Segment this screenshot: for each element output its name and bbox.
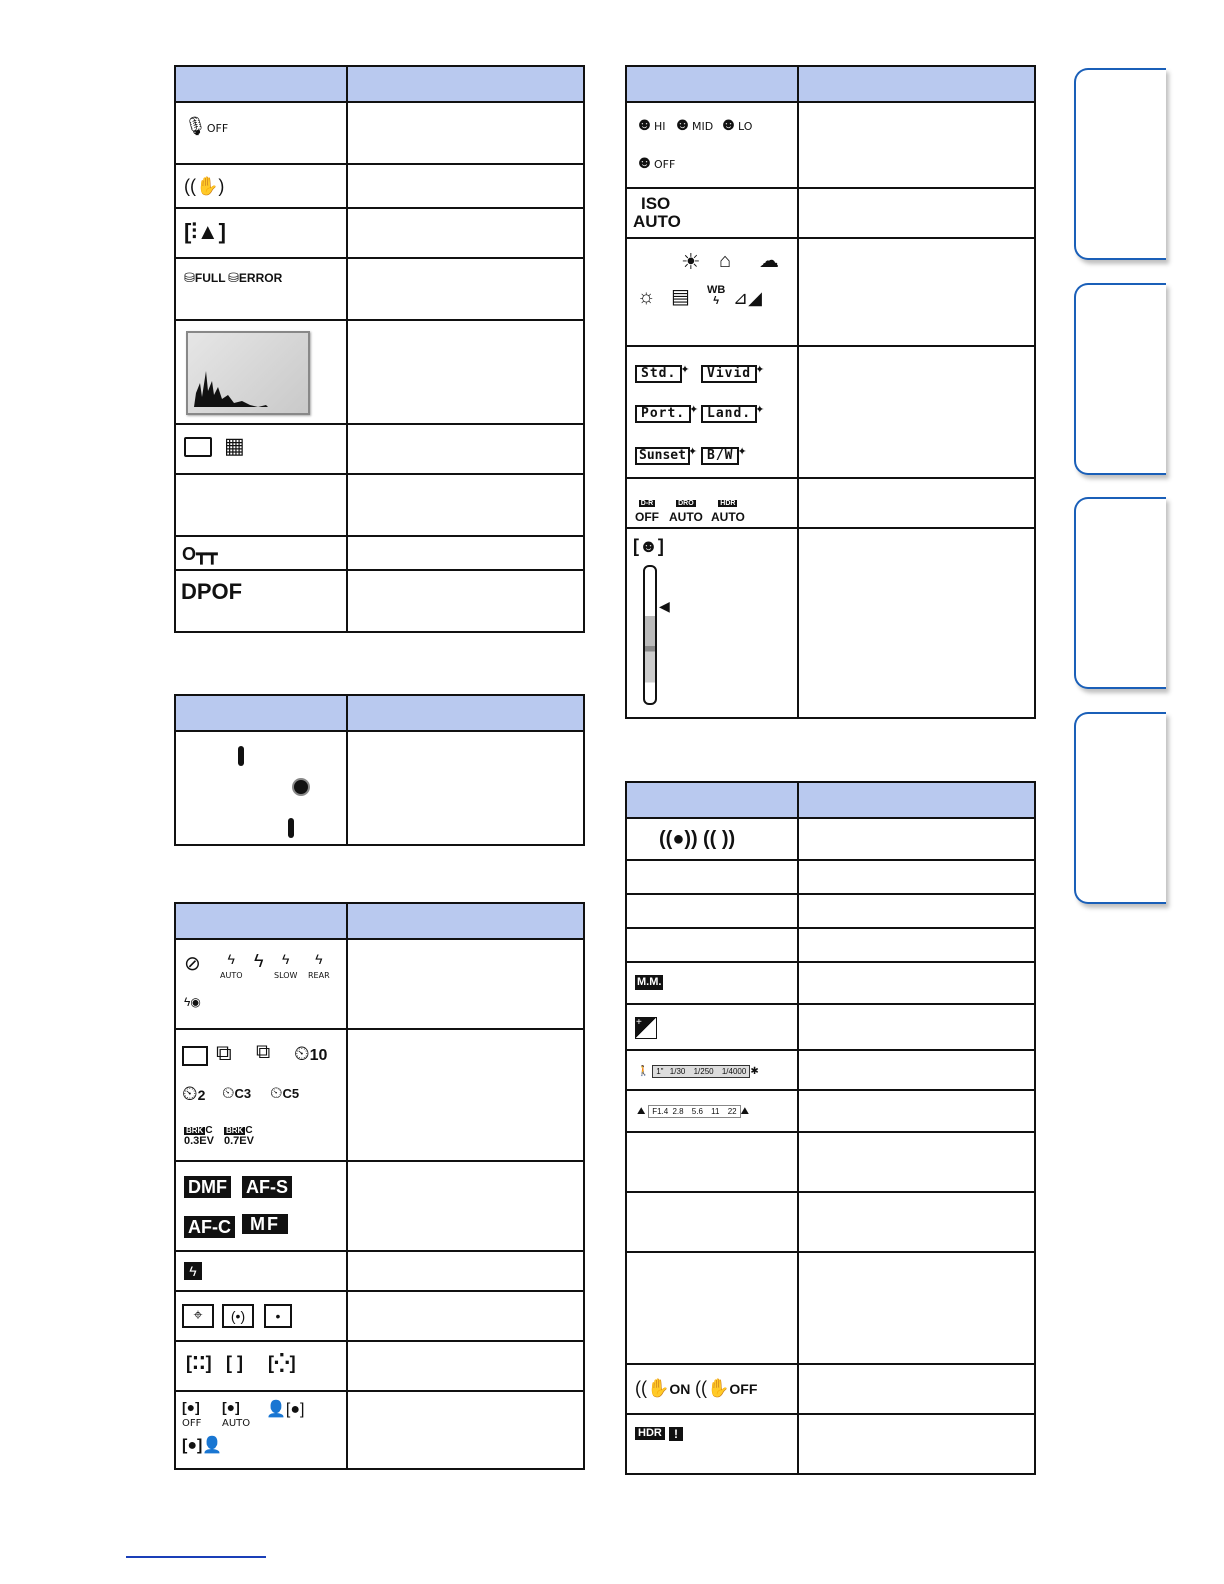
center-metering-icon: (•)	[222, 1304, 254, 1328]
icon-cell	[626, 478, 798, 528]
icon-cell	[175, 1029, 347, 1161]
icon-cell	[626, 102, 798, 188]
flash-rear-icon: ϟ REAR	[308, 951, 330, 980]
icon-cell	[175, 320, 347, 424]
icon-cell	[175, 258, 347, 320]
single-shot-icon	[182, 1046, 208, 1066]
table-row	[626, 1050, 1035, 1090]
icon-cell	[626, 238, 798, 346]
description-cell	[347, 164, 584, 208]
description-cell	[347, 258, 584, 320]
table-row	[175, 1029, 584, 1161]
table-row	[175, 320, 584, 424]
table-row	[175, 474, 584, 536]
focus-mode-afc: AF-C	[184, 1216, 235, 1238]
smile-sensitivity-mid-icon: ☻MID	[673, 114, 714, 134]
table-row	[626, 238, 1035, 346]
icon-cell	[626, 818, 798, 860]
description-cell	[798, 818, 1035, 860]
camera-shake-warning-icon: ((✋)	[184, 176, 225, 196]
bar-marker-icon	[238, 746, 244, 766]
flash-red-eye-icon: ϟ◉	[184, 995, 201, 1009]
table-row	[626, 1004, 1035, 1050]
icon-cell	[626, 1050, 798, 1090]
face-registration-icon: 👤[●]	[266, 1401, 305, 1418]
header-cell	[347, 695, 584, 731]
table-row	[626, 1364, 1035, 1414]
icon-cell	[626, 1004, 798, 1050]
icon-cell	[175, 102, 347, 164]
table-header	[175, 903, 584, 939]
table-row	[626, 1132, 1035, 1192]
icon-cell	[175, 939, 347, 1029]
description-cell	[798, 1364, 1035, 1414]
smile-sensitivity-off-icon: ☻OFF	[635, 152, 676, 172]
table-row	[175, 102, 584, 164]
table-row	[626, 346, 1035, 478]
side-tab-2[interactable]	[1074, 283, 1166, 475]
icon-table-1	[174, 65, 585, 633]
table-header	[626, 782, 1035, 818]
description-cell	[798, 1414, 1035, 1474]
icon-table-4	[625, 65, 1036, 719]
table-header	[175, 66, 584, 102]
icon-cell	[626, 1252, 798, 1364]
icon-cell	[175, 424, 347, 474]
metered-manual-icon: M.M.	[637, 976, 662, 988]
header-cell	[175, 903, 347, 939]
header-cell	[626, 66, 798, 102]
icon-cell	[626, 188, 798, 238]
table-row	[175, 570, 584, 632]
self-timer-c5-icon: ⏲C5	[270, 1085, 300, 1102]
table-row	[626, 188, 1035, 238]
table-row	[626, 1414, 1035, 1474]
header-cell	[626, 782, 798, 818]
icon-cell	[626, 962, 798, 1004]
side-tab-1[interactable]	[1074, 68, 1166, 260]
description-cell	[798, 1252, 1035, 1364]
icon-cell	[175, 1391, 347, 1469]
flash-fill-icon: ϟ	[254, 951, 264, 971]
flash-auto-icon: ϟ AUTO	[220, 951, 243, 980]
table-row	[175, 1251, 584, 1291]
side-tab-4[interactable]	[1074, 712, 1166, 904]
description-cell	[798, 102, 1035, 188]
description-cell	[798, 860, 1035, 894]
table-row	[175, 208, 584, 258]
focus-mode-mf: MF	[242, 1214, 288, 1234]
steadyshot-on-icon: ((✋ON	[635, 1378, 691, 1398]
description-cell	[347, 1029, 584, 1161]
histogram-icon	[186, 331, 310, 415]
icon-cell	[175, 208, 347, 258]
description-cell	[347, 102, 584, 164]
icon-cell	[626, 1132, 798, 1192]
table-header	[626, 66, 1035, 102]
icon-cell	[626, 860, 798, 894]
header-cell	[347, 66, 584, 102]
description-cell	[798, 894, 1035, 928]
iso-auto-icon: ISO AUTO	[633, 194, 681, 231]
table-row	[626, 962, 1035, 1004]
description-cell	[798, 238, 1035, 346]
table-header	[175, 695, 584, 731]
header-cell	[798, 66, 1035, 102]
table-row	[175, 258, 584, 320]
bar-marker-icon	[288, 818, 294, 838]
header-cell	[175, 66, 347, 102]
description-cell	[798, 478, 1035, 528]
icon-cell	[175, 536, 347, 570]
description-cell	[347, 424, 584, 474]
sd-card-bracket-icon: [⫶▲]	[184, 219, 226, 244]
spot-metering-icon: •	[264, 1304, 292, 1328]
wb-cloudy-icon: ☁	[759, 250, 779, 272]
icon-cell	[626, 1090, 798, 1132]
description-cell	[798, 928, 1035, 962]
icon-table-5	[625, 781, 1036, 1475]
table-row	[175, 731, 584, 845]
table-row	[175, 1391, 584, 1469]
self-timer-2-icon: ⏲2	[182, 1083, 206, 1105]
warning-icon: !	[669, 1427, 683, 1441]
icon-cell	[175, 164, 347, 208]
icon-cell	[175, 1291, 347, 1341]
icon-cell	[626, 346, 798, 478]
dro-auto-icon: DRO AUTO	[669, 500, 703, 524]
description-cell	[798, 346, 1035, 478]
description-cell	[347, 570, 584, 632]
smile-sensitivity-hi-icon: ☻HI	[635, 114, 666, 134]
icon-cell	[626, 1364, 798, 1414]
description-cell	[798, 1050, 1035, 1090]
icon-cell	[626, 894, 798, 928]
description-cell	[347, 474, 584, 536]
description-cell	[798, 962, 1035, 1004]
flash-off-icon: ⊘	[184, 953, 201, 975]
bracket-0.7ev-icon: BRK C 0.7EV	[224, 1125, 254, 1147]
description-cell	[798, 1004, 1035, 1050]
icon-cell	[626, 1414, 798, 1474]
wb-shade-icon: ⌂	[719, 250, 732, 272]
description-cell	[347, 536, 584, 570]
mic-off-icon: 🎙OFF	[184, 116, 229, 136]
self-timer-c3-icon: ⏲C3	[222, 1085, 252, 1102]
description-cell	[347, 731, 584, 845]
focus-mode-dmf: DMF	[184, 1176, 231, 1198]
smile-sensitivity-lo-icon: ☻LO	[719, 114, 753, 134]
flash-compensation-icon: ϟ	[184, 1262, 202, 1280]
wide-af-area-icon: [⁚⁚]	[186, 1353, 212, 1373]
focus-locked-icon: ((●))	[659, 828, 698, 850]
steadyshot-off-icon: ((✋OFF	[695, 1378, 758, 1398]
description-cell	[347, 1341, 584, 1391]
description-cell	[798, 1192, 1035, 1252]
icon-table-2	[174, 694, 585, 846]
focus-mode-afs: AF-S	[242, 1176, 292, 1198]
continuous-shot-icon: ⧉	[216, 1040, 232, 1065]
description-cell	[347, 1251, 584, 1291]
bracket-0.3ev-icon: BRK C 0.3EV	[184, 1125, 214, 1147]
icon-table-3	[174, 902, 585, 1470]
description-cell	[798, 528, 1035, 718]
table-row	[175, 939, 584, 1029]
header-cell	[798, 782, 1035, 818]
wb-flash-icon: WB ϟ	[707, 284, 726, 307]
exposure-compensation-icon: +	[635, 1017, 657, 1039]
table-row	[626, 928, 1035, 962]
wb-fluorescent-icon: ▤	[671, 286, 690, 308]
table-row	[626, 1252, 1035, 1364]
memory-full-icon: ⛁FULL	[184, 270, 226, 285]
table-row	[626, 818, 1035, 860]
face-detect-off-icon: [●] OFF	[182, 1399, 202, 1429]
header-cell	[347, 903, 584, 939]
table-row	[175, 164, 584, 208]
table-row	[626, 528, 1035, 718]
self-timer-10-icon: ⏲10	[294, 1043, 328, 1065]
footer-link-underline[interactable]	[126, 1556, 266, 1558]
protect-key-icon: O┳┳	[182, 544, 218, 564]
table-row	[626, 894, 1035, 928]
speed-priority-continuous-icon: ⧉	[256, 1041, 271, 1063]
description-cell	[347, 1391, 584, 1469]
icon-cell	[626, 1192, 798, 1252]
face-detect-on-icon: [●]👤	[182, 1437, 223, 1454]
dpof-icon: DPOF	[181, 579, 243, 604]
focus-indicator-icon	[294, 780, 308, 794]
creative-style-std: Std. ✦	[635, 365, 690, 383]
icon-cell	[626, 528, 798, 718]
shutter-speed-scale-icon: 🚶 1" 1/30 1/250 1/4000 ✱	[637, 1066, 759, 1077]
creative-style-landscape: Land. ✦	[701, 405, 764, 423]
smile-gauge-icon	[643, 565, 657, 705]
table-row	[626, 478, 1035, 528]
table-row	[626, 102, 1035, 188]
wb-daylight-icon: ☀	[681, 249, 701, 274]
creative-style-portrait: Port. ✦	[635, 405, 698, 423]
description-cell	[347, 208, 584, 258]
icon-cell	[175, 570, 347, 632]
description-cell	[798, 1090, 1035, 1132]
side-tab-3[interactable]	[1074, 497, 1166, 689]
icon-cell	[175, 731, 347, 845]
table-row	[175, 1161, 584, 1251]
local-af-area-icon: [⁛]	[268, 1353, 296, 1373]
description-cell	[798, 188, 1035, 238]
icon-cell	[175, 474, 347, 536]
table-row	[175, 1341, 584, 1391]
header-cell	[175, 695, 347, 731]
wb-custom-icon: ⊿◢	[733, 288, 762, 308]
focus-searching-icon: (( ))	[703, 828, 736, 850]
table-row	[626, 1192, 1035, 1252]
hdr-icon: HDR	[635, 1427, 665, 1440]
spot-af-area-icon: [ ]	[226, 1353, 243, 1373]
description-cell	[798, 1132, 1035, 1192]
aperture-scale-icon: ⛰ F1.4 2.8 5.6 11 22 ⛰	[637, 1106, 750, 1117]
dro-off-icon: D-R OFF	[635, 500, 659, 524]
icon-cell	[175, 1341, 347, 1391]
smile-gauge-pointer-icon: ◀	[659, 598, 670, 614]
description-cell	[347, 1161, 584, 1251]
table-row	[175, 424, 584, 474]
table-row	[626, 1090, 1035, 1132]
description-cell	[347, 939, 584, 1029]
table-row	[626, 860, 1035, 894]
memory-error-icon: ⛁ERROR	[228, 270, 283, 285]
flash-slow-icon: ϟ SLOW	[274, 951, 298, 980]
icon-cell	[175, 1251, 347, 1291]
creative-style-sunset: Sunset ✦	[635, 447, 697, 465]
icon-cell	[626, 928, 798, 962]
smile-shutter-icon: [☻]	[633, 536, 664, 556]
table-row	[175, 1291, 584, 1341]
multi-metering-icon: ⌖	[182, 1304, 214, 1328]
face-detect-auto-icon: [●] AUTO	[222, 1399, 251, 1429]
table-row	[175, 536, 584, 570]
hdr-auto-icon: HDR AUTO	[711, 500, 745, 524]
wb-incandescent-icon: ☼	[637, 286, 656, 308]
description-cell	[347, 1291, 584, 1341]
side-tab-area	[1156, 50, 1224, 1584]
creative-style-vivid: Vivid ✦	[701, 365, 764, 383]
creative-style-bw: B/W ✦	[701, 447, 747, 465]
calendar-icon: ▦	[224, 433, 245, 458]
folder-icon	[184, 437, 212, 457]
description-cell	[347, 320, 584, 424]
icon-cell	[175, 1161, 347, 1251]
